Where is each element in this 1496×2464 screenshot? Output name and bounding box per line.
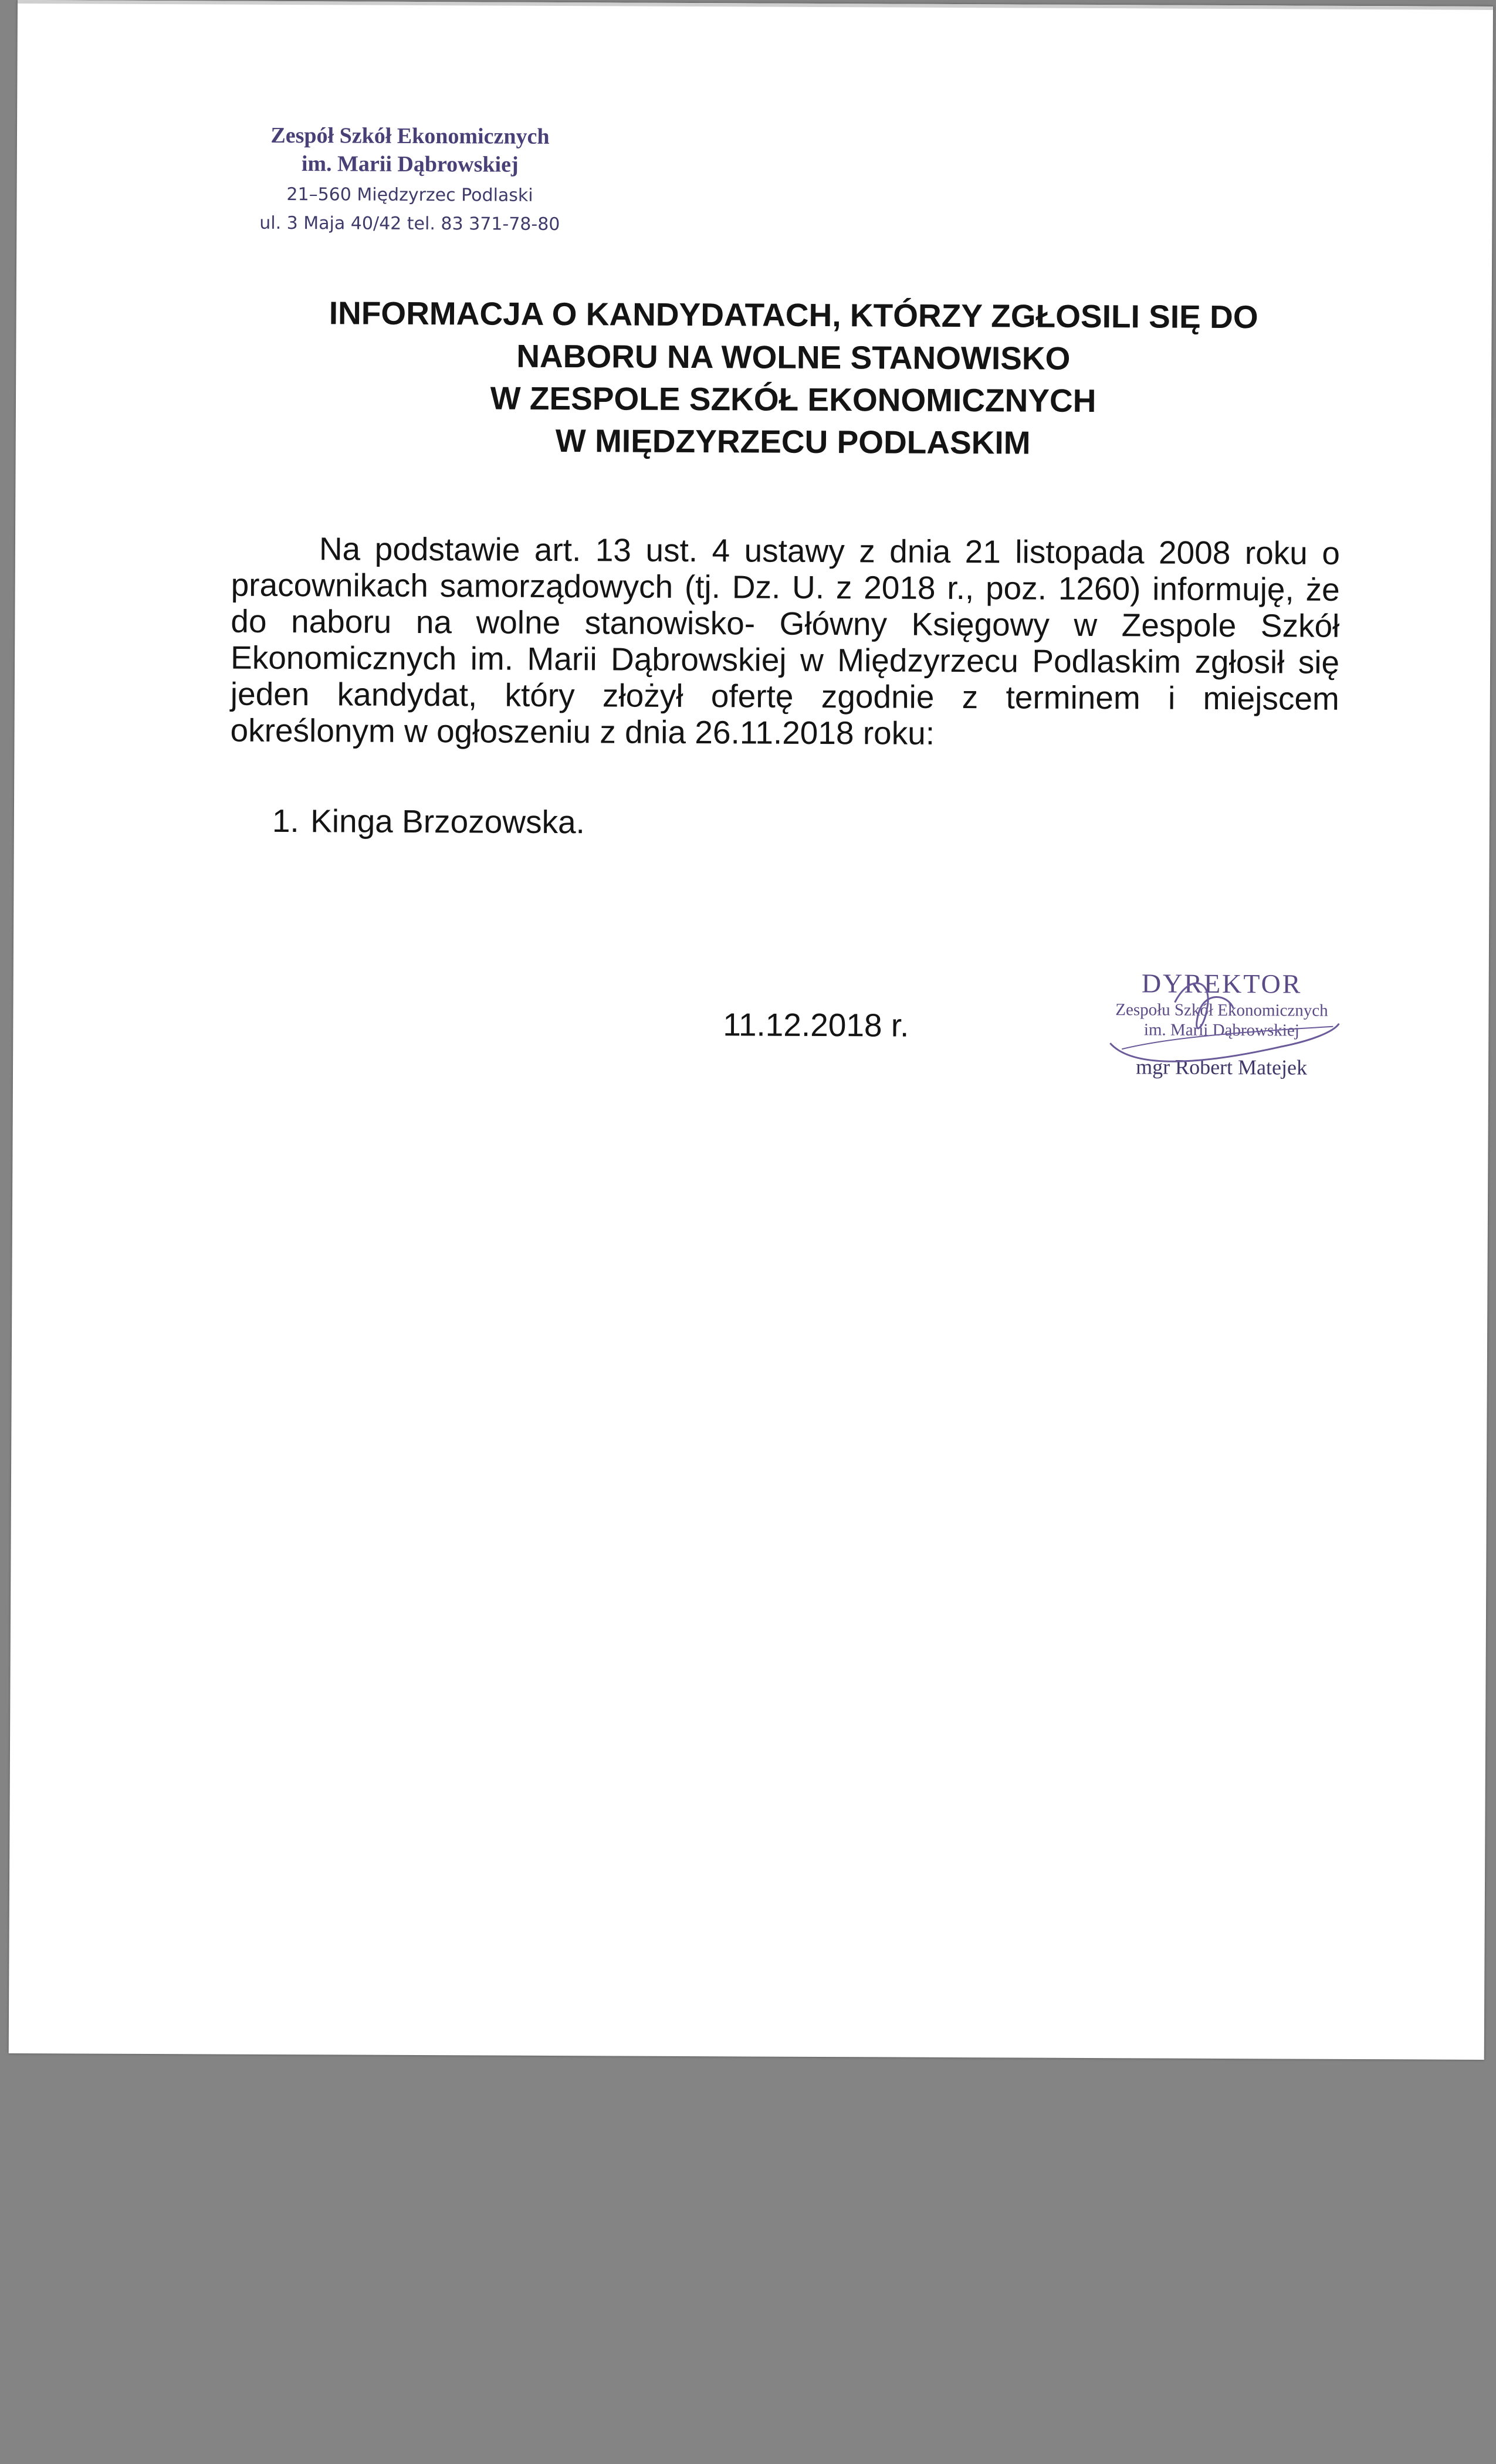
signature-role: DYREKTOR (1141, 968, 1302, 999)
document-date: 11.12.2018 r. (723, 1006, 909, 1044)
signature-institution-line-2: im. Marii Dąbrowskiej (1143, 1020, 1299, 1040)
stamp-school-patron: im. Marii Dąbrowskiej (301, 151, 519, 177)
candidate-list (272, 803, 585, 840)
title-line-3: W ZESPOLE SZKÓŁ EKONOMICZNYCH (490, 380, 1096, 419)
document-page (9, 0, 1493, 2060)
list-item (272, 803, 585, 840)
candidate-name: Kinga Brzozowska. (310, 803, 585, 841)
school-header-stamp (228, 121, 592, 237)
title-line-2: NABORU NA WOLNE STANOWISKO (516, 337, 1071, 377)
stamp-school-name: Zespół Szkół Ekonomicznych (270, 123, 550, 149)
title-line-4: W MIĘDZYRZECU PODLASKIM (555, 422, 1031, 461)
signature-institution-line-1: Zespołu Szkół Ekonomicznych (1115, 1000, 1328, 1020)
signature-stamp (1087, 967, 1357, 1081)
stamp-city: 21–560 Międzyrzec Podlaski (286, 184, 533, 206)
scan-edge (18, 0, 1493, 10)
signature-person: mgr Robert Matejek (1136, 1055, 1308, 1079)
list-item-number: 1. (272, 802, 299, 840)
title-line-1: INFORMACJA O KANDYDATACH, KTÓRZY ZGŁOSILI SIĘ DO (329, 295, 1258, 336)
document-title (239, 292, 1348, 465)
body-paragraph: Na podstawie art. 13 ust. 4 ustawy z dnia 21 listopada 2008 roku o pracownikach samorządowych (tj. Dz. U. z 2018 r., poz. 1260) informuję, że do naboru na wolne stanowisko- Główny Księgowy w Zespole Szkół Ekonomicznych im. Marii Dąbrowskiej w Międzyrzecu Podlaskim zgłosił się jeden kandydat, który złożył ofertę zgodnie z terminem i miejscem określonym w ogłoszeniu z dnia 26.11.2018 roku: (230, 530, 1341, 752)
signature-scribble (1087, 967, 1357, 1085)
stamp-address: ul. 3 Maja 40/42 tel. 83 371-78-80 (259, 212, 560, 235)
